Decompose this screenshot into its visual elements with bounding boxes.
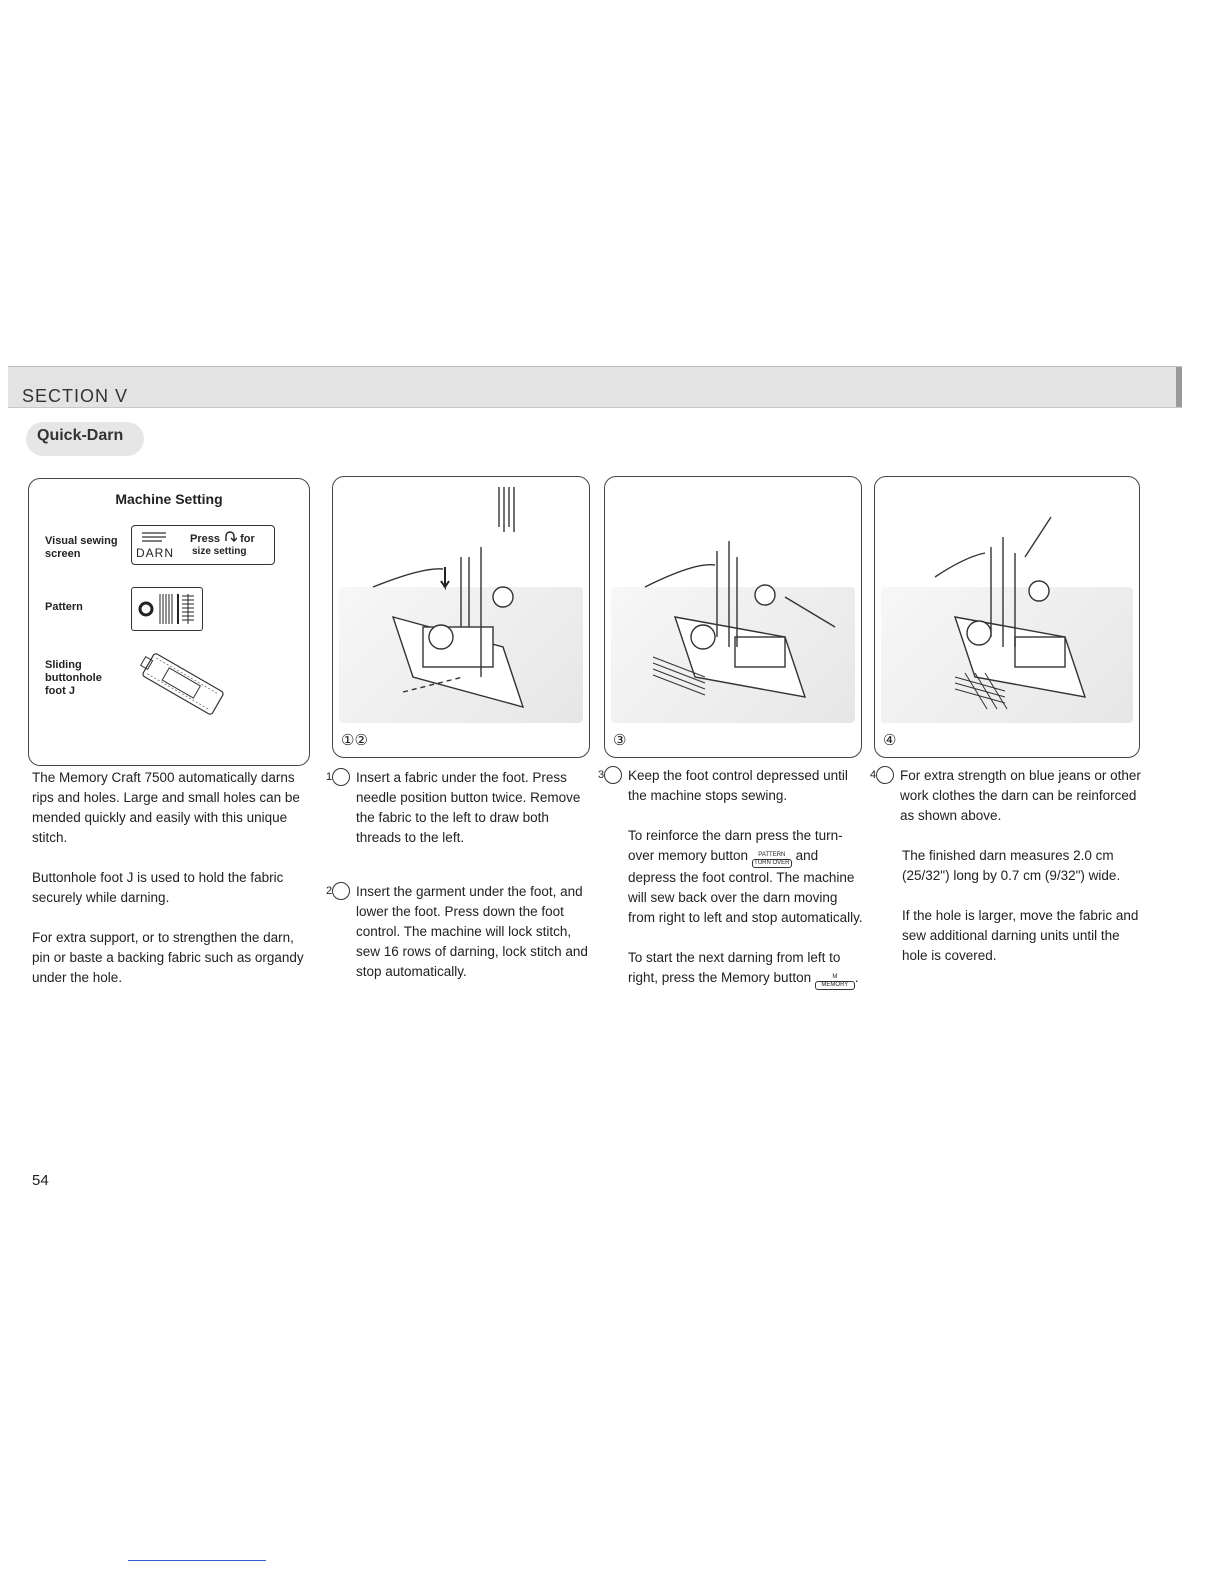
pattern-display <box>131 587 203 631</box>
reinforce-paragraph <box>604 826 868 928</box>
step-text: For extra strength on blue jeans or other work clothes the darn can be reinforced as shown above. <box>900 768 1141 823</box>
visual-screen-display <box>131 525 275 565</box>
foot-paragraph: Buttonhole foot J is used to hold the fabric securely while darning. <box>32 870 284 905</box>
next-darn-text: To start the next darning from left to right, press the Memory button <box>628 950 841 985</box>
next-darn-paragraph: To start the next darning from left to right, press the Memory button M MEMORY . <box>628 950 859 988</box>
reinforce-text-end: and depress the foot control. The machine will sew back over the darn moving from right to left and stop automatically. <box>628 848 863 925</box>
section-header-band <box>8 366 1182 408</box>
machine-setting-panel <box>28 478 310 766</box>
figure-label: ③ <box>613 732 627 749</box>
step-text: Insert a fabric under the foot. Press needle position button twice. Remove the fabric to the left to draw both threads to the left. <box>356 770 581 845</box>
figure-step-3 <box>604 476 862 758</box>
turn-over-button-icon: PATTERN TURN OVER <box>752 852 792 868</box>
memory-button-icon: M MEMORY <box>815 974 855 990</box>
page-title-pill <box>26 422 144 456</box>
reinforce-text: To reinforce the darn press the turn-over memory button <box>628 828 843 863</box>
step-4-column <box>869 766 1144 986</box>
larger-hole-paragraph: If the hole is larger, move the fabric and sew additional darning units until the hole is covered. <box>902 908 1139 963</box>
darn-size-paragraph: The finished darn measures 2.0 cm (25/32") long by 0.7 cm (9/32") wide. <box>902 848 1121 883</box>
step-2 <box>325 882 596 982</box>
machine-setting-title: Machine Setting <box>115 491 223 507</box>
step-text: Keep the foot control depressed until the machine stops sewing. <box>628 768 848 803</box>
page-title: Quick-Darn <box>37 427 124 444</box>
step-number: 4 <box>876 766 894 784</box>
step-number: 3 <box>604 766 622 784</box>
intro-column <box>32 768 310 1008</box>
size-setting-text: size setting <box>192 546 247 557</box>
foot-illustration-3 <box>875 477 1139 757</box>
screen-darn-text: DARN <box>136 546 175 560</box>
turn-arrow-icon <box>223 531 237 543</box>
step-3-column <box>597 766 868 1010</box>
press-text: Press for <box>190 533 255 545</box>
step-3 <box>597 766 868 806</box>
step-number: 1 <box>332 768 350 786</box>
figure-steps-1-2 <box>332 476 590 758</box>
foot-illustration-2 <box>605 477 861 757</box>
darn-pattern-icon <box>132 588 202 630</box>
figure-label: ④ <box>883 732 897 749</box>
figure-label: ①② <box>341 732 368 749</box>
foot-illustration-1 <box>333 477 589 757</box>
pattern-label: Pattern <box>45 601 83 613</box>
lines-icon <box>140 530 170 544</box>
step-number: 2 <box>332 882 350 900</box>
figure-step-4 <box>874 476 1140 758</box>
buttonhole-foot-icon <box>133 649 233 719</box>
foot-label: Sliding buttonhole foot J <box>45 659 102 697</box>
step-1 <box>325 768 596 848</box>
visual-screen-label: Visual sewing screen <box>45 535 118 560</box>
step-text: Insert the garment under the foot, and lower the foot. Press down the foot control. The machine will lock stitch, sew 16 rows of darning, lock stitch and stop automatically. <box>356 884 588 979</box>
section-title: SECTION V <box>22 386 129 406</box>
page-number: 54 <box>32 1172 49 1189</box>
support-paragraph: For extra support, or to strengthen the darn, pin or baste a backing fabric such as organdy under the hole. <box>32 930 304 985</box>
steps-1-2-column <box>325 768 596 1002</box>
intro-paragraph: The Memory Craft 7500 automatically darns rips and holes. Large and small holes can be mended quickly and easily with this unique stitch. <box>32 770 300 845</box>
link-underline <box>128 1560 266 1561</box>
step-4 <box>869 766 1144 826</box>
